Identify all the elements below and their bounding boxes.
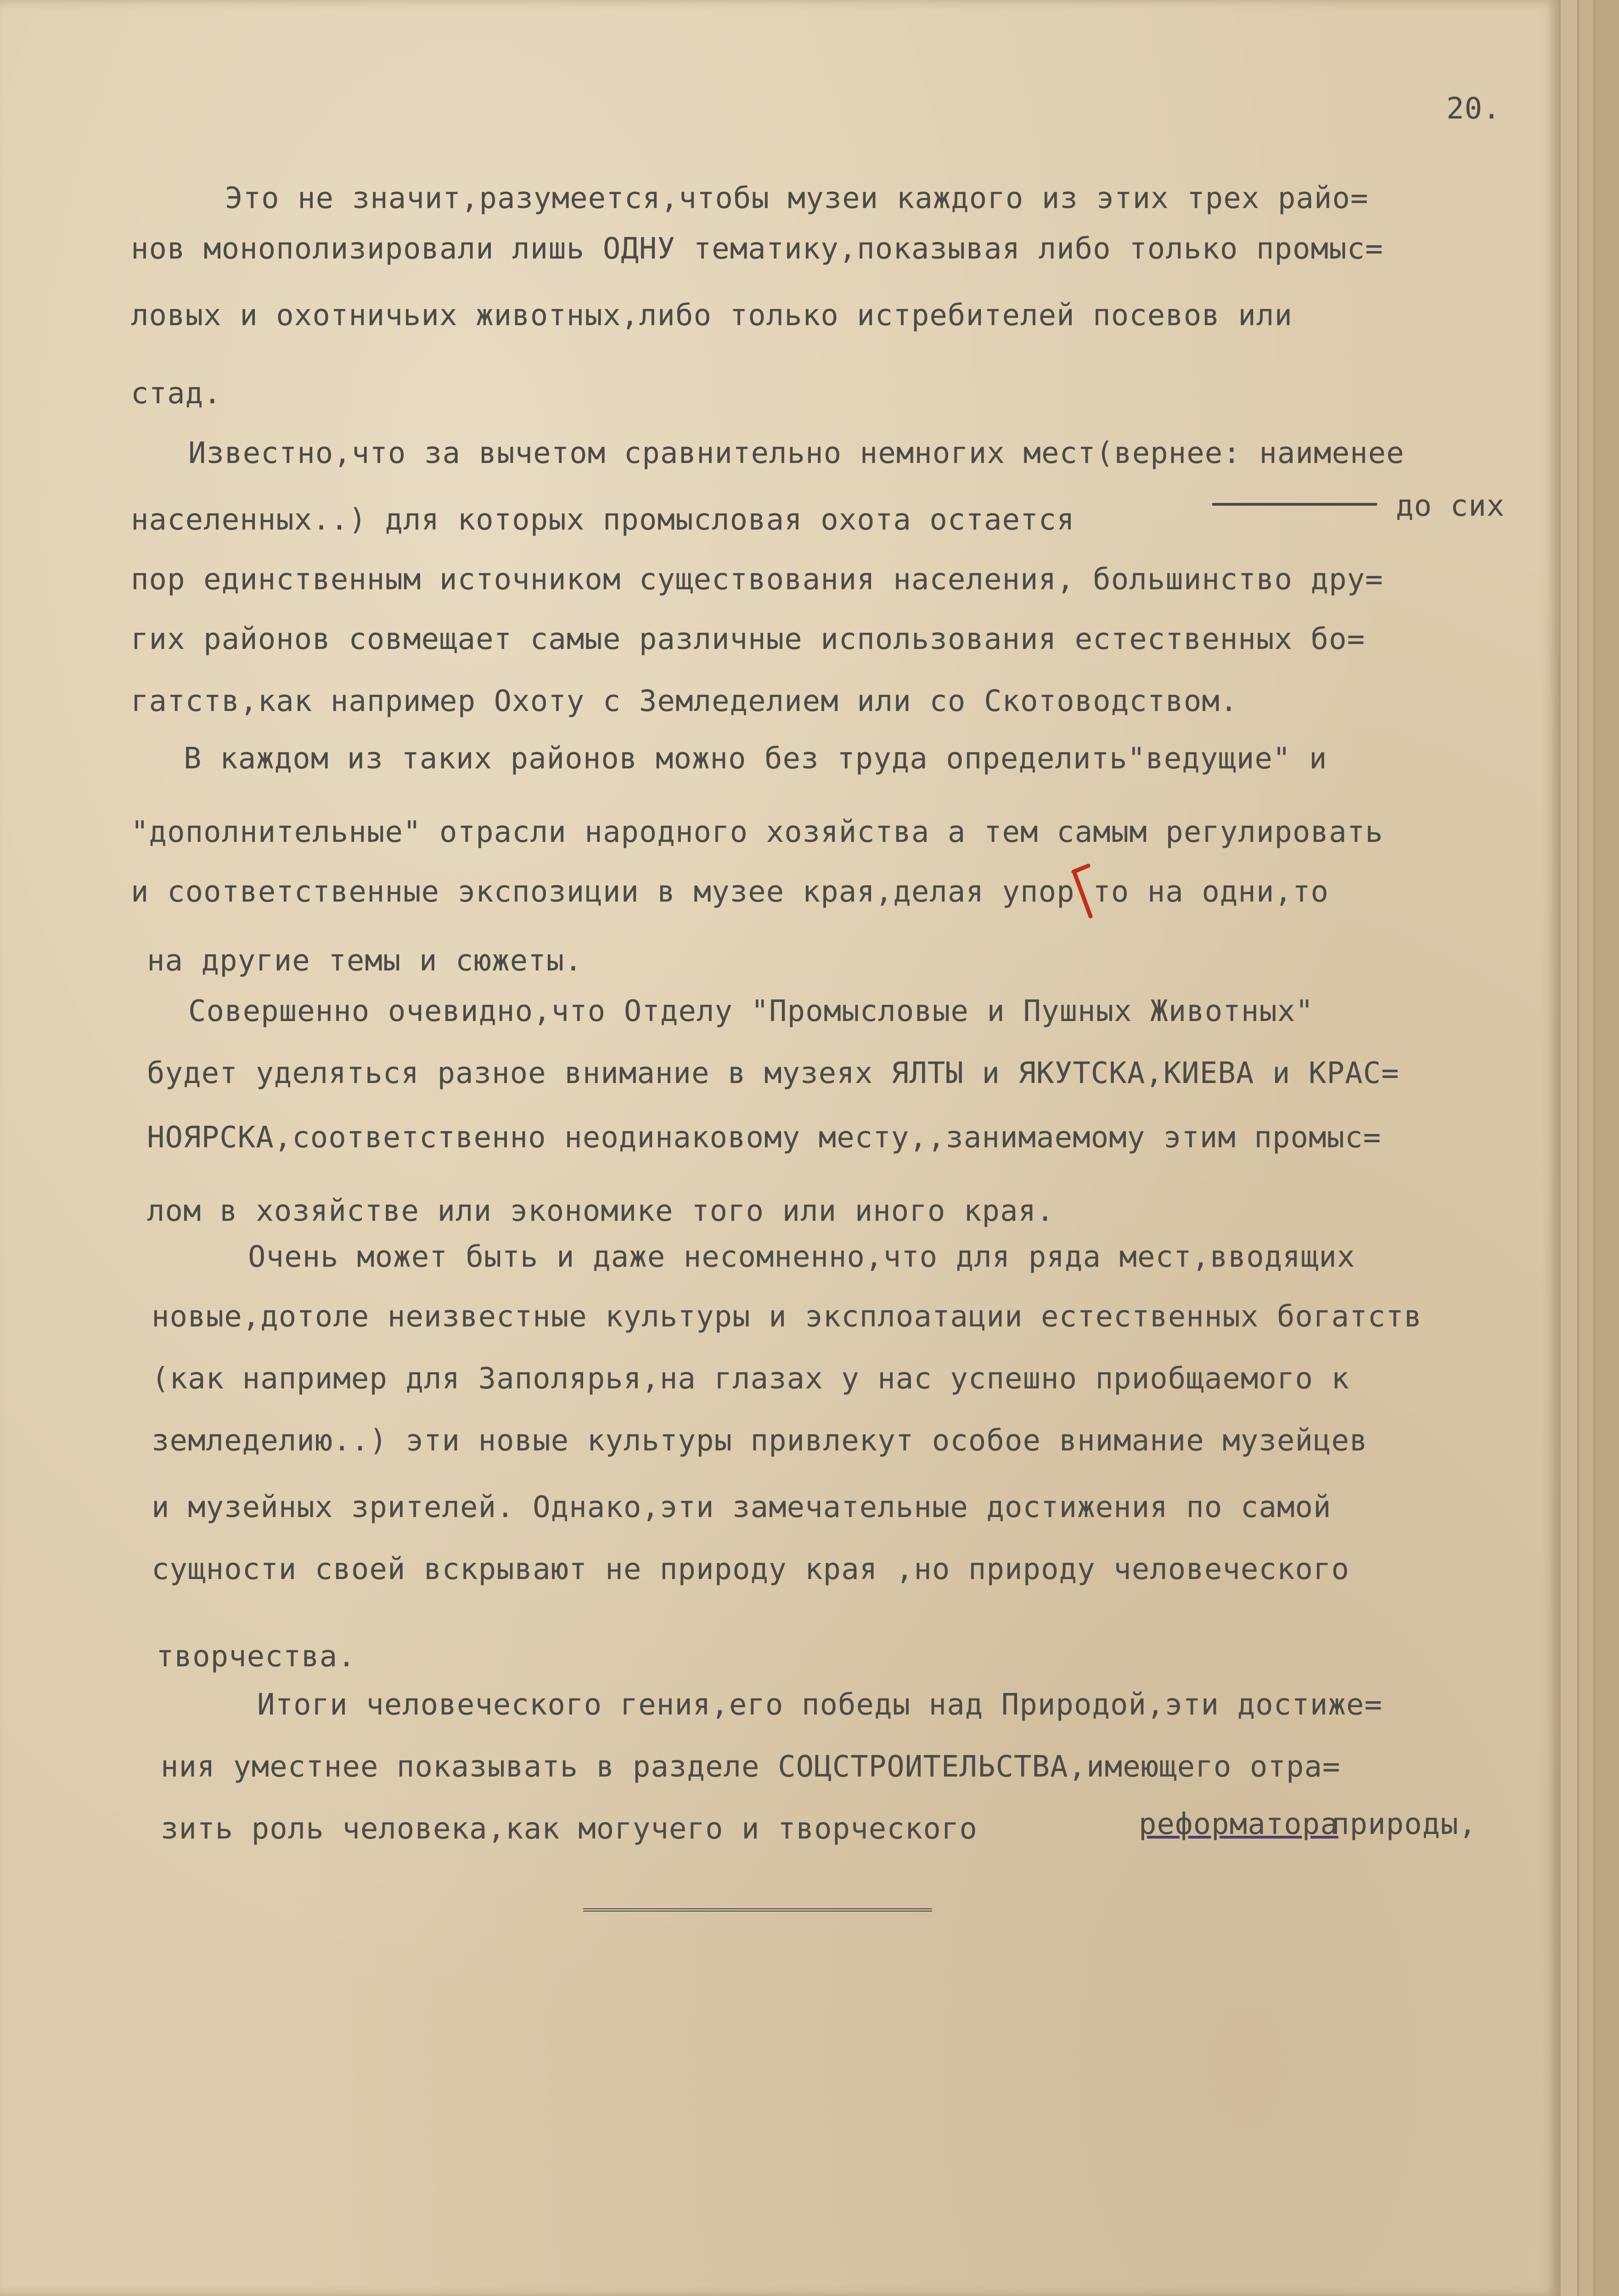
text-line: Итоги человеческого гения,его победы над Природой,эти достиже= — [257, 1688, 1383, 1722]
text-line: гатств,как например Охоту с Земледелием или со Скотоводством. — [131, 684, 1238, 718]
underlined-word: реформатора — [1139, 1807, 1338, 1841]
text-line: стад. — [131, 377, 222, 411]
text-line: лом в хозяйстве или экономике того или иного края. — [147, 1194, 1055, 1228]
text-line: Очень может быть и даже несомненно,что для ряда мест,вводящих — [248, 1240, 1355, 1274]
text-line: НОЯРСКА,соответственно неодинаковому месту,,занимаемому этим промыс= — [147, 1121, 1382, 1155]
text-line: новые,дотоле неизвестные культуры и эксплоатации естественных богатств — [152, 1300, 1422, 1334]
text-line: ловых и охотничьих животных,либо только истребителей посевов или — [131, 299, 1293, 333]
text-line: до сих — [1396, 489, 1505, 523]
closing-rule — [583, 1908, 932, 1912]
text-line: гих районов совмещает самые различные использования естественных бо= — [131, 622, 1366, 656]
text-line: "дополнительные" отрасли народного хозяйства а тем самым регулировать — [131, 815, 1383, 849]
text-line: на другие темы и сюжеты. — [147, 944, 583, 978]
page-number: 20. — [1446, 92, 1501, 126]
text-line: В каждом из таких районов можно без труда определить"ведущие" и — [184, 742, 1327, 776]
text-line: творчества. — [156, 1640, 356, 1674]
text-line: зить роль человека,как могучего и творческого — [161, 1812, 978, 1846]
text-line: пор единственным источником существования населения, большинство дру= — [131, 563, 1383, 597]
text-line: природы, — [1332, 1807, 1477, 1841]
text-line: и соответственные экспозиции в музее края,делая упор то на одни,то — [131, 875, 1329, 909]
text-line: ния уместнее показывать в разделе СОЦСТРОИТЕЛЬСТВА,имеющего отра= — [161, 1750, 1341, 1784]
text-line: нов монополизировали лишь ОДНУ тематику,показывая либо только промыс= — [131, 232, 1383, 266]
text-line: Совершенно очевидно,что Отделу "Промысловые и Пушных Животных" — [188, 994, 1314, 1028]
struck-out-text — [1212, 488, 1377, 519]
paper-edge — [1593, 0, 1619, 2296]
text-line: будет уделяться разное внимание в музеях ЯЛТЫ и ЯКУТСКА,КИЕВА и КРАС= — [147, 1056, 1400, 1090]
text-line: и музейных зрителей. Однако,эти замечательные достижения по самой — [152, 1490, 1332, 1524]
paper-edge — [1577, 0, 1595, 2296]
text-line: земледелию..) эти новые культуры привлекут особое внимание музейцев — [152, 1424, 1368, 1458]
text-line: Это не значит,разумеется,чтобы музеи каждого из этих трех райо= — [225, 181, 1369, 215]
paper-edge — [1559, 0, 1579, 2296]
text-line: (как например для Заполярья,на глазах у нас успешно приобщаемого к — [152, 1362, 1350, 1396]
red-correction-mark — [1070, 863, 1102, 923]
text-line: населенных..) для которых промысловая охота остается — [131, 503, 1075, 537]
text-line: Известно,что за вычетом сравнительно немногих мест(вернее: наименее — [188, 436, 1405, 470]
text-line: сущности своей вскрывают не природу края ,но природу человеческого — [152, 1552, 1350, 1586]
